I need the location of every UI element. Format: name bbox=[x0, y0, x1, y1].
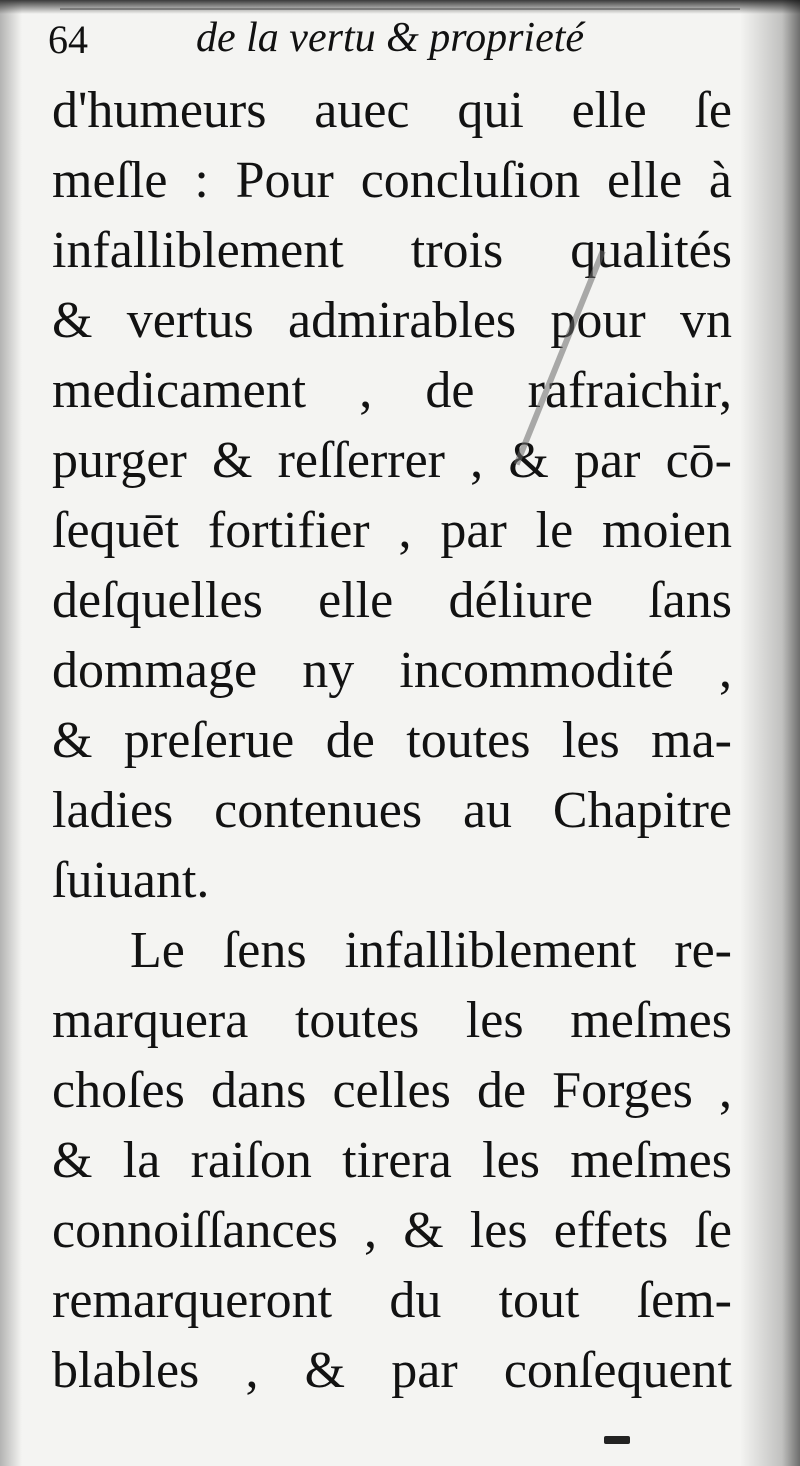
text-line: blables , & par conſequent bbox=[52, 1342, 732, 1399]
paragraph-1 bbox=[52, 76, 732, 916]
text-line: ladies contenues au Chapitre bbox=[52, 782, 732, 839]
text-line: & la raiſon tirera les meſmes bbox=[52, 1132, 732, 1189]
text-line: Le ſens infalliblement re- bbox=[130, 922, 732, 979]
body-text bbox=[52, 76, 732, 1406]
text-line: ſuiuant. bbox=[52, 852, 210, 909]
text-line: & vertus admirables pour vn bbox=[52, 292, 732, 349]
page-number: 64 bbox=[48, 17, 88, 62]
text-line: medicament , de rafraichir, bbox=[52, 362, 732, 419]
text-line: connoiſſances , & les effets ſe bbox=[52, 1202, 732, 1259]
paragraph-2 bbox=[52, 916, 732, 1406]
scan-edge-left bbox=[0, 0, 22, 1466]
text-line: & preſerue de toutes les ma- bbox=[52, 712, 732, 769]
header-rule bbox=[60, 8, 740, 10]
text-line: infalliblement trois qualités bbox=[52, 222, 732, 279]
text-line: remarqueront du tout ſem- bbox=[52, 1272, 732, 1329]
scan-edge-top bbox=[0, 0, 800, 14]
text-line: d'humeurs auec qui elle ſe bbox=[52, 82, 732, 139]
text-line: purger & reſſerrer , & par cō- bbox=[52, 432, 732, 489]
text-line: meſle : Pour concluſion elle à bbox=[52, 152, 732, 209]
text-line: marquera toutes les meſmes bbox=[52, 992, 732, 1049]
text-line: ſequēt fortifier , par le moien bbox=[52, 502, 732, 559]
scan-edge-right bbox=[740, 0, 800, 1466]
text-line: deſquelles elle déliure ſans bbox=[52, 572, 732, 629]
ink-blot bbox=[604, 1436, 630, 1444]
text-line: choſes dans celles de Forges , bbox=[52, 1062, 732, 1119]
text-line: dommage ny incommodité , bbox=[52, 642, 732, 699]
running-head: de la vertu & proprieté bbox=[196, 15, 585, 61]
page-header bbox=[46, 14, 736, 74]
